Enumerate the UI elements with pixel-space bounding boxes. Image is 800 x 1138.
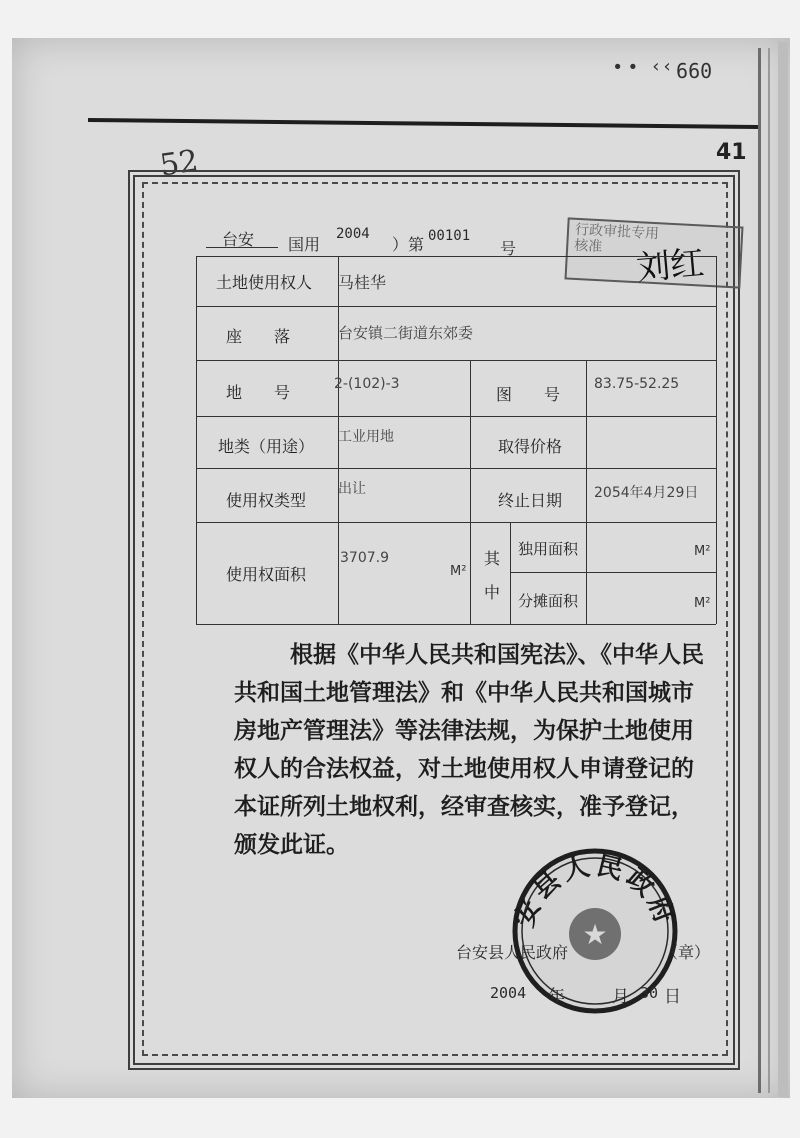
shared-area-label: 分摊面积 — [518, 592, 579, 610]
registration-table — [196, 256, 716, 624]
handwritten-mark: 52 — [157, 143, 201, 184]
table-rule — [716, 256, 717, 624]
end-date-label: 终止日期 — [498, 491, 563, 510]
right-type-label: 使用权类型 — [226, 491, 307, 510]
certificate-hao-label: 号 — [500, 239, 517, 258]
exclusive-area-unit: M² — [694, 544, 711, 559]
of-which-label: 中 — [484, 583, 501, 602]
area-unit-text: M² — [450, 564, 467, 579]
issue-year: 2004 — [490, 984, 527, 1002]
table-rule — [196, 360, 716, 361]
table-rule — [510, 522, 511, 624]
right-type-value: 出让 — [338, 481, 366, 497]
issue-year-unit: 年 — [548, 987, 565, 1007]
exclusive-area-label: 独用面积 — [518, 540, 579, 558]
page-edge — [758, 48, 761, 1093]
map-no-label: 图 号 — [496, 385, 561, 404]
issue-day-unit: 日 — [664, 987, 681, 1007]
map-no-value: 83.75-52.25 — [594, 376, 680, 392]
certificate-county: 台安 — [222, 230, 255, 249]
issuing-authority: 台安县人民政府 — [456, 943, 569, 962]
location-value: 台安镇二街道东郊委 — [338, 324, 474, 342]
holder-value: 马桂华 — [338, 273, 387, 292]
end-date-value: 2054年4月29日 — [594, 485, 699, 501]
table-rule — [196, 522, 716, 523]
handwritten-signature: 刘红 — [634, 243, 706, 289]
issue-day: 30 — [640, 984, 659, 1002]
area-value: 3707.9 — [340, 550, 389, 566]
emblem-star: ★ — [582, 918, 608, 951]
table-rule — [196, 416, 716, 417]
shared-area-unit: M² — [694, 596, 711, 611]
stamp-line-2: 核准 — [573, 237, 603, 256]
issue-month-unit: 月 — [612, 987, 629, 1007]
table-rule — [196, 256, 716, 257]
table-rule — [196, 468, 716, 469]
table-rule — [196, 624, 716, 625]
page-edge — [778, 42, 788, 1097]
legal-statement: 根据《中华人民共和国宪法》、《中华人民共和国土地管理法》和《中华人民共和国城市房地产管理法》等法律法规，为保护土地使用权人的合法权益，对土地使用权人申请登记的本证所列土地权利，经审查核实，准予登记，颁发此证。 — [234, 641, 704, 858]
table-rule — [196, 306, 716, 307]
issuing-seal-note: （章） — [662, 943, 711, 962]
seal-text: 安县人民政府 — [510, 850, 680, 932]
certificate-type: 国用 — [288, 235, 321, 254]
price-label: 取得价格 — [498, 437, 563, 456]
certificate-number: 00101 — [428, 228, 471, 244]
certificate-year: 2004 — [336, 226, 370, 242]
page-number-top: 099 — [676, 58, 713, 82]
page-marks: ∙∙ ‹‹ — [612, 56, 675, 77]
parcel-no-value: 2-(102)-3 — [334, 376, 400, 392]
certificate-no-label: 第 — [408, 235, 425, 254]
table-rule — [586, 360, 587, 624]
table-rule — [196, 256, 197, 624]
location-label: 座 落 — [226, 327, 291, 346]
stamp-line-1: 行政审批专用 — [574, 221, 660, 243]
land-use-value: 工业用地 — [338, 429, 394, 445]
table-rule — [510, 572, 716, 573]
page-edge — [768, 48, 770, 1093]
holder-label: 土地使用权人 — [216, 273, 313, 292]
page-number: 41 — [716, 140, 747, 165]
table-rule — [470, 360, 471, 624]
certificate-paren: ） — [392, 235, 409, 254]
parcel-no-label: 地 号 — [226, 383, 291, 402]
land-use-label: 地类（用途） — [218, 437, 315, 456]
area-unit — [450, 564, 466, 579]
of-which-label: 其 — [484, 549, 501, 568]
county-underline — [206, 247, 278, 248]
area-label: 使用权面积 — [226, 565, 307, 584]
